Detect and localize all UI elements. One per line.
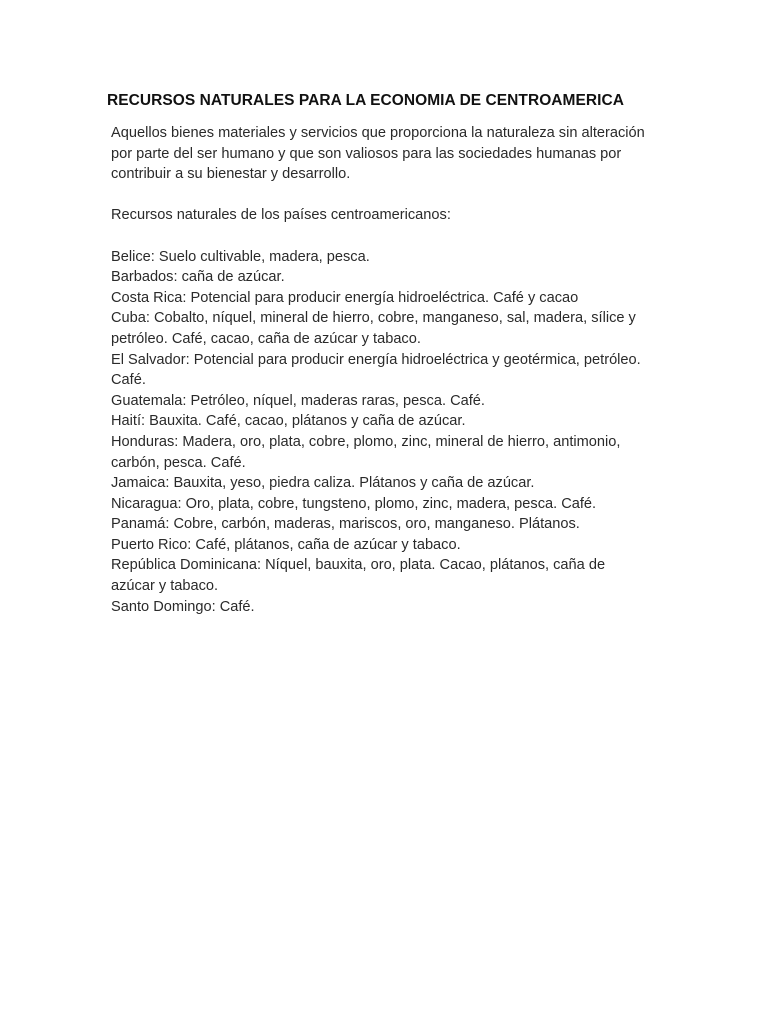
intro-line: Aquellos bienes materiales y servicios que proporciona la naturaleza sin alteración (111, 125, 645, 141)
intro-paragraph (111, 123, 671, 185)
intro-line: por parte del ser humano y que son valiosos para las sociedades humanas por (111, 145, 622, 162)
document-title: RECURSOS NATURALES PARA LA ECONOMIA DE CENTROAMERICA (107, 92, 624, 109)
resource-line: petróleo. Café, cacao, caña de azúcar y tabaco. (111, 330, 421, 347)
resource-line: Guatemala: Petróleo, níquel, maderas raras, pesca. Café. (111, 392, 485, 409)
resource-line: República Dominicana: Níquel, bauxita, oro, plata. Cacao, plátanos, caña de (111, 557, 606, 574)
intro-line: contribuir a su bienestar y desarrollo. (111, 166, 351, 183)
resource-line: El Salvador: Potencial para producir energía hidroeléctrica y geotérmica, petróleo. (111, 351, 641, 368)
resource-line: Cuba: Cobalto, níquel, mineral de hierro, cobre, manganeso, sal, madera, sílice y (111, 310, 636, 327)
resource-line: Santo Domingo: Café. (111, 598, 255, 615)
resources-list (111, 247, 671, 618)
resource-line: azúcar y tabaco. (111, 578, 219, 595)
resource-line: Jamaica: Bauxita, yeso, piedra caliza. Plátanos y caña de azúcar. (111, 475, 535, 492)
resource-line: Honduras: Madera, oro, plata, cobre, plomo, zinc, mineral de hierro, antimonio, (111, 433, 621, 450)
document-body (111, 123, 671, 617)
paragraph-spacer (111, 185, 671, 206)
resource-line: Café. (111, 372, 146, 389)
paragraph-spacer (111, 226, 671, 247)
resource-line: Costa Rica: Potencial para producir energía hidroeléctrica. Café y cacao (111, 289, 579, 306)
resource-line: carbón, pesca. Café. (111, 454, 246, 471)
resource-line: Barbados: caña de azúcar. (111, 269, 285, 286)
resource-line: Nicaragua: Oro, plata, cobre, tungsteno, plomo, zinc, madera, pesca. Café. (111, 495, 597, 512)
subheading: Recursos naturales de los países centroamericanos: (111, 207, 451, 224)
resource-line: Belice: Suelo cultivable, madera, pesca. (111, 248, 370, 265)
resource-line: Panamá: Cobre, carbón, maderas, mariscos, oro, manganeso. Plátanos. (111, 516, 580, 533)
resource-line: Puerto Rico: Café, plátanos, caña de azúcar y tabaco. (111, 536, 461, 553)
resource-line: Haití: Bauxita. Café, cacao, plátanos y caña de azúcar. (111, 413, 466, 430)
